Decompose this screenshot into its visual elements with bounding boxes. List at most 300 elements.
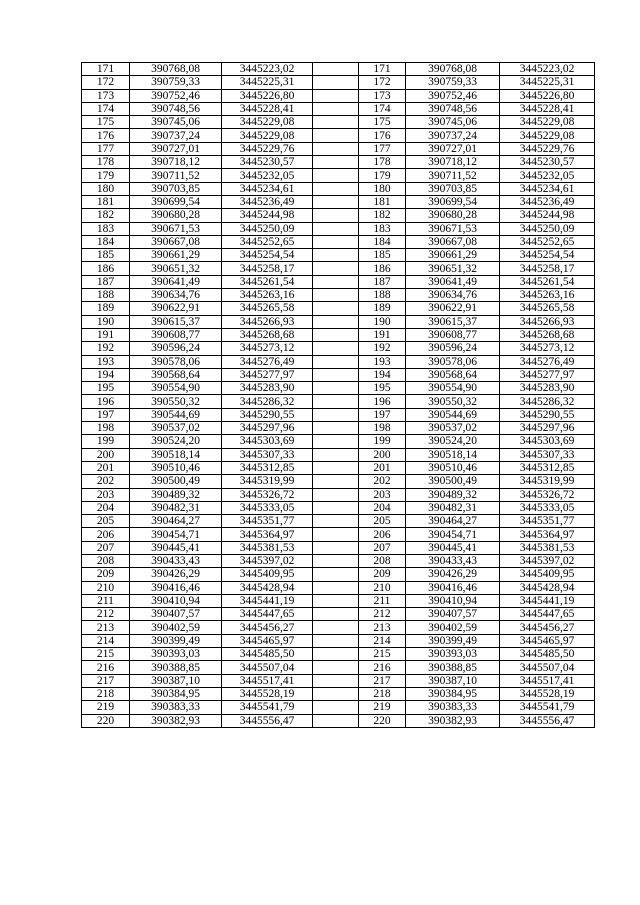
- column-gap: [313, 661, 359, 674]
- left-y-coordinate: 3445273,12: [222, 342, 313, 355]
- left-y-coordinate: 3445258,17: [222, 262, 313, 275]
- left-point-number: 211: [82, 594, 130, 607]
- right-x-coordinate: 390402,59: [406, 621, 500, 634]
- left-x-coordinate: 390667,08: [130, 235, 222, 248]
- right-y-coordinate: 3445283,90: [500, 382, 595, 395]
- right-x-coordinate: 390433,43: [406, 554, 500, 567]
- right-point-number: 193: [359, 355, 406, 368]
- right-y-coordinate: 3445250,09: [500, 222, 595, 235]
- right-point-number: 204: [359, 501, 406, 514]
- left-x-coordinate: 390596,24: [130, 342, 222, 355]
- left-x-coordinate: 390768,08: [130, 63, 222, 76]
- left-y-coordinate: 3445303,69: [222, 435, 313, 448]
- right-x-coordinate: 390445,41: [406, 541, 500, 554]
- column-gap: [313, 687, 359, 700]
- left-y-coordinate: 3445517,41: [222, 674, 313, 687]
- left-point-number: 218: [82, 687, 130, 700]
- left-x-coordinate: 390759,33: [130, 76, 222, 89]
- column-gap: [313, 156, 359, 169]
- left-point-number: 193: [82, 355, 130, 368]
- right-y-coordinate: 3445266,93: [500, 315, 595, 328]
- right-y-coordinate: 3445254,54: [500, 249, 595, 262]
- left-x-coordinate: 390568,64: [130, 368, 222, 381]
- right-y-coordinate: 3445236,49: [500, 195, 595, 208]
- right-y-coordinate: 3445485,50: [500, 648, 595, 661]
- right-point-number: 199: [359, 435, 406, 448]
- column-gap: [313, 209, 359, 222]
- table-row: [82, 515, 595, 528]
- right-point-number: 208: [359, 554, 406, 567]
- left-y-coordinate: 3445223,02: [222, 63, 313, 76]
- left-y-coordinate: 3445381,53: [222, 541, 313, 554]
- right-point-number: 182: [359, 209, 406, 222]
- left-x-coordinate: 390489,32: [130, 488, 222, 501]
- right-x-coordinate: 390518,14: [406, 448, 500, 461]
- right-y-coordinate: 3445273,12: [500, 342, 595, 355]
- right-x-coordinate: 390568,64: [406, 368, 500, 381]
- left-y-coordinate: 3445326,72: [222, 488, 313, 501]
- column-gap: [313, 621, 359, 634]
- right-y-coordinate: 3445556,47: [500, 714, 595, 727]
- right-point-number: 171: [359, 63, 406, 76]
- right-point-number: 218: [359, 687, 406, 700]
- right-point-number: 216: [359, 661, 406, 674]
- right-y-coordinate: 3445312,85: [500, 461, 595, 474]
- left-x-coordinate: 390510,46: [130, 461, 222, 474]
- right-y-coordinate: 3445230,57: [500, 156, 595, 169]
- left-point-number: 191: [82, 328, 130, 341]
- right-point-number: 192: [359, 342, 406, 355]
- left-point-number: 186: [82, 262, 130, 275]
- right-y-coordinate: 3445528,19: [500, 687, 595, 700]
- left-x-coordinate: 390383,33: [130, 701, 222, 714]
- right-y-coordinate: 3445319,99: [500, 475, 595, 488]
- left-x-coordinate: 390416,46: [130, 581, 222, 594]
- right-y-coordinate: 3445517,41: [500, 674, 595, 687]
- left-x-coordinate: 390384,95: [130, 687, 222, 700]
- right-x-coordinate: 390382,93: [406, 714, 500, 727]
- right-y-coordinate: 3445290,55: [500, 408, 595, 421]
- right-y-coordinate: 3445307,33: [500, 448, 595, 461]
- right-x-coordinate: 390718,12: [406, 156, 500, 169]
- left-point-number: 220: [82, 714, 130, 727]
- column-gap: [313, 501, 359, 514]
- right-y-coordinate: 3445364,97: [500, 528, 595, 541]
- table-row: [82, 169, 595, 182]
- right-y-coordinate: 3445226,80: [500, 89, 595, 102]
- left-point-number: 171: [82, 63, 130, 76]
- right-point-number: 194: [359, 368, 406, 381]
- right-point-number: 174: [359, 102, 406, 115]
- right-point-number: 201: [359, 461, 406, 474]
- right-y-coordinate: 3445541,79: [500, 701, 595, 714]
- left-y-coordinate: 3445290,55: [222, 408, 313, 421]
- right-x-coordinate: 390407,57: [406, 608, 500, 621]
- left-x-coordinate: 390711,52: [130, 169, 222, 182]
- left-point-number: 198: [82, 422, 130, 435]
- left-point-number: 183: [82, 222, 130, 235]
- left-y-coordinate: 3445268,68: [222, 328, 313, 341]
- table-row: [82, 395, 595, 408]
- column-gap: [313, 448, 359, 461]
- left-point-number: 204: [82, 501, 130, 514]
- right-point-number: 213: [359, 621, 406, 634]
- table-row: [82, 608, 595, 621]
- right-y-coordinate: 3445258,17: [500, 262, 595, 275]
- table-row: [82, 568, 595, 581]
- right-y-coordinate: 3445441,19: [500, 594, 595, 607]
- table-row: [82, 142, 595, 155]
- column-gap: [313, 169, 359, 182]
- table-row: [82, 408, 595, 421]
- table-row: [82, 302, 595, 315]
- left-y-coordinate: 3445226,80: [222, 89, 313, 102]
- left-y-coordinate: 3445277,97: [222, 368, 313, 381]
- left-point-number: 201: [82, 461, 130, 474]
- column-gap: [313, 89, 359, 102]
- right-x-coordinate: 390387,10: [406, 674, 500, 687]
- left-y-coordinate: 3445244,98: [222, 209, 313, 222]
- right-point-number: 186: [359, 262, 406, 275]
- column-gap: [313, 382, 359, 395]
- left-point-number: 184: [82, 235, 130, 248]
- right-y-coordinate: 3445397,02: [500, 554, 595, 567]
- left-y-coordinate: 3445286,32: [222, 395, 313, 408]
- left-x-coordinate: 390554,90: [130, 382, 222, 395]
- left-y-coordinate: 3445266,93: [222, 315, 313, 328]
- left-x-coordinate: 390518,14: [130, 448, 222, 461]
- right-point-number: 173: [359, 89, 406, 102]
- left-y-coordinate: 3445307,33: [222, 448, 313, 461]
- right-point-number: 203: [359, 488, 406, 501]
- right-y-coordinate: 3445229,08: [500, 129, 595, 142]
- column-gap: [313, 76, 359, 89]
- right-x-coordinate: 390524,20: [406, 435, 500, 448]
- right-y-coordinate: 3445326,72: [500, 488, 595, 501]
- left-x-coordinate: 390634,76: [130, 289, 222, 302]
- table-row: [82, 102, 595, 115]
- left-point-number: 213: [82, 621, 130, 634]
- right-point-number: 207: [359, 541, 406, 554]
- right-x-coordinate: 390383,33: [406, 701, 500, 714]
- left-point-number: 195: [82, 382, 130, 395]
- left-point-number: 172: [82, 76, 130, 89]
- column-gap: [313, 554, 359, 567]
- right-y-coordinate: 3445409,95: [500, 568, 595, 581]
- left-y-coordinate: 3445276,49: [222, 355, 313, 368]
- left-point-number: 174: [82, 102, 130, 115]
- right-y-coordinate: 3445447,65: [500, 608, 595, 621]
- column-gap: [313, 475, 359, 488]
- left-point-number: 207: [82, 541, 130, 554]
- left-y-coordinate: 3445507,04: [222, 661, 313, 674]
- table-row: [82, 116, 595, 129]
- left-point-number: 187: [82, 275, 130, 288]
- right-point-number: 184: [359, 235, 406, 248]
- left-y-coordinate: 3445230,57: [222, 156, 313, 169]
- left-x-coordinate: 390671,53: [130, 222, 222, 235]
- left-point-number: 196: [82, 395, 130, 408]
- right-point-number: 198: [359, 422, 406, 435]
- left-x-coordinate: 390745,06: [130, 116, 222, 129]
- left-y-coordinate: 3445351,77: [222, 515, 313, 528]
- right-point-number: 212: [359, 608, 406, 621]
- table-row: [82, 156, 595, 169]
- table-row: [82, 554, 595, 567]
- left-point-number: 180: [82, 182, 130, 195]
- right-y-coordinate: 3445225,31: [500, 76, 595, 89]
- column-gap: [313, 195, 359, 208]
- right-y-coordinate: 3445428,94: [500, 581, 595, 594]
- column-gap: [313, 701, 359, 714]
- table-row: [82, 76, 595, 89]
- column-gap: [313, 328, 359, 341]
- left-x-coordinate: 390737,24: [130, 129, 222, 142]
- right-x-coordinate: 390737,24: [406, 129, 500, 142]
- left-y-coordinate: 3445263,16: [222, 289, 313, 302]
- left-x-coordinate: 390608,77: [130, 328, 222, 341]
- right-y-coordinate: 3445286,32: [500, 395, 595, 408]
- left-x-coordinate: 390680,28: [130, 209, 222, 222]
- right-point-number: 179: [359, 169, 406, 182]
- left-y-coordinate: 3445229,76: [222, 142, 313, 155]
- left-x-coordinate: 390752,46: [130, 89, 222, 102]
- left-point-number: 177: [82, 142, 130, 155]
- left-x-coordinate: 390524,20: [130, 435, 222, 448]
- left-y-coordinate: 3445228,41: [222, 102, 313, 115]
- table-row: [82, 488, 595, 501]
- left-y-coordinate: 3445225,31: [222, 76, 313, 89]
- right-x-coordinate: 390596,24: [406, 342, 500, 355]
- left-point-number: 176: [82, 129, 130, 142]
- table-row: [82, 475, 595, 488]
- column-gap: [313, 488, 359, 501]
- table-row: [82, 63, 595, 76]
- left-x-coordinate: 390393,03: [130, 648, 222, 661]
- right-x-coordinate: 390768,08: [406, 63, 500, 76]
- column-gap: [313, 182, 359, 195]
- right-point-number: 180: [359, 182, 406, 195]
- left-y-coordinate: 3445364,97: [222, 528, 313, 541]
- right-x-coordinate: 390634,76: [406, 289, 500, 302]
- left-y-coordinate: 3445232,05: [222, 169, 313, 182]
- left-y-coordinate: 3445556,47: [222, 714, 313, 727]
- right-x-coordinate: 390699,54: [406, 195, 500, 208]
- column-gap: [313, 594, 359, 607]
- left-point-number: 194: [82, 368, 130, 381]
- right-point-number: 177: [359, 142, 406, 155]
- right-point-number: 219: [359, 701, 406, 714]
- column-gap: [313, 129, 359, 142]
- column-gap: [313, 235, 359, 248]
- right-x-coordinate: 390510,46: [406, 461, 500, 474]
- left-x-coordinate: 390578,06: [130, 355, 222, 368]
- left-x-coordinate: 390388,85: [130, 661, 222, 674]
- right-y-coordinate: 3445268,68: [500, 328, 595, 341]
- right-point-number: 209: [359, 568, 406, 581]
- right-x-coordinate: 390544,69: [406, 408, 500, 421]
- left-y-coordinate: 3445456,27: [222, 621, 313, 634]
- table-row: [82, 581, 595, 594]
- right-x-coordinate: 390759,33: [406, 76, 500, 89]
- left-point-number: 209: [82, 568, 130, 581]
- left-y-coordinate: 3445229,08: [222, 116, 313, 129]
- right-x-coordinate: 390703,85: [406, 182, 500, 195]
- right-x-coordinate: 390748,56: [406, 102, 500, 115]
- table-row: [82, 182, 595, 195]
- table-row: [82, 289, 595, 302]
- table-row: [82, 222, 595, 235]
- right-point-number: 202: [359, 475, 406, 488]
- left-y-coordinate: 3445312,85: [222, 461, 313, 474]
- left-y-coordinate: 3445409,95: [222, 568, 313, 581]
- left-x-coordinate: 390464,27: [130, 515, 222, 528]
- right-point-number: 217: [359, 674, 406, 687]
- column-gap: [313, 342, 359, 355]
- right-y-coordinate: 3445265,58: [500, 302, 595, 315]
- left-x-coordinate: 390727,01: [130, 142, 222, 155]
- left-y-coordinate: 3445447,65: [222, 608, 313, 621]
- left-x-coordinate: 390382,93: [130, 714, 222, 727]
- right-point-number: 200: [359, 448, 406, 461]
- left-x-coordinate: 390718,12: [130, 156, 222, 169]
- column-gap: [313, 275, 359, 288]
- right-x-coordinate: 390651,32: [406, 262, 500, 275]
- right-x-coordinate: 390622,91: [406, 302, 500, 315]
- right-x-coordinate: 390464,27: [406, 515, 500, 528]
- right-point-number: 188: [359, 289, 406, 302]
- left-y-coordinate: 3445397,02: [222, 554, 313, 567]
- left-y-coordinate: 3445319,99: [222, 475, 313, 488]
- column-gap: [313, 461, 359, 474]
- left-point-number: 203: [82, 488, 130, 501]
- right-y-coordinate: 3445465,97: [500, 634, 595, 647]
- left-y-coordinate: 3445541,79: [222, 701, 313, 714]
- right-y-coordinate: 3445223,02: [500, 63, 595, 76]
- left-x-coordinate: 390387,10: [130, 674, 222, 687]
- column-gap: [313, 422, 359, 435]
- right-x-coordinate: 390671,53: [406, 222, 500, 235]
- left-point-number: 175: [82, 116, 130, 129]
- right-y-coordinate: 3445333,05: [500, 501, 595, 514]
- right-point-number: 175: [359, 116, 406, 129]
- left-y-coordinate: 3445485,50: [222, 648, 313, 661]
- table-row: [82, 541, 595, 554]
- right-point-number: 195: [359, 382, 406, 395]
- table-row: [82, 594, 595, 607]
- right-point-number: 181: [359, 195, 406, 208]
- table-row: [82, 382, 595, 395]
- right-y-coordinate: 3445263,16: [500, 289, 595, 302]
- right-y-coordinate: 3445456,27: [500, 621, 595, 634]
- left-point-number: 178: [82, 156, 130, 169]
- left-x-coordinate: 390651,32: [130, 262, 222, 275]
- right-y-coordinate: 3445252,65: [500, 235, 595, 248]
- left-y-coordinate: 3445297,96: [222, 422, 313, 435]
- left-point-number: 202: [82, 475, 130, 488]
- table-row: [82, 621, 595, 634]
- right-point-number: 220: [359, 714, 406, 727]
- column-gap: [313, 541, 359, 554]
- right-x-coordinate: 390482,31: [406, 501, 500, 514]
- right-point-number: 172: [359, 76, 406, 89]
- right-x-coordinate: 390554,90: [406, 382, 500, 395]
- left-point-number: 182: [82, 209, 130, 222]
- table-row: [82, 714, 595, 727]
- coordinates-table: [81, 62, 595, 728]
- right-y-coordinate: 3445234,61: [500, 182, 595, 195]
- right-point-number: 185: [359, 249, 406, 262]
- right-x-coordinate: 390388,85: [406, 661, 500, 674]
- table-row: [82, 461, 595, 474]
- right-x-coordinate: 390615,37: [406, 315, 500, 328]
- coordinates-table-body: [82, 63, 595, 728]
- right-point-number: 206: [359, 528, 406, 541]
- right-y-coordinate: 3445229,76: [500, 142, 595, 155]
- left-x-coordinate: 390622,91: [130, 302, 222, 315]
- right-x-coordinate: 390641,49: [406, 275, 500, 288]
- column-gap: [313, 302, 359, 315]
- right-x-coordinate: 390393,03: [406, 648, 500, 661]
- left-point-number: 217: [82, 674, 130, 687]
- right-point-number: 178: [359, 156, 406, 169]
- column-gap: [313, 648, 359, 661]
- right-y-coordinate: 3445228,41: [500, 102, 595, 115]
- table-row: [82, 435, 595, 448]
- left-point-number: 216: [82, 661, 130, 674]
- table-row: [82, 674, 595, 687]
- table-row: [82, 249, 595, 262]
- right-x-coordinate: 390550,32: [406, 395, 500, 408]
- left-point-number: 215: [82, 648, 130, 661]
- table-row: [82, 701, 595, 714]
- left-point-number: 200: [82, 448, 130, 461]
- left-x-coordinate: 390482,31: [130, 501, 222, 514]
- left-y-coordinate: 3445261,54: [222, 275, 313, 288]
- right-point-number: 176: [359, 129, 406, 142]
- right-x-coordinate: 390500,49: [406, 475, 500, 488]
- left-point-number: 173: [82, 89, 130, 102]
- table-row: [82, 342, 595, 355]
- column-gap: [313, 116, 359, 129]
- left-x-coordinate: 390703,85: [130, 182, 222, 195]
- column-gap: [313, 222, 359, 235]
- left-x-coordinate: 390410,94: [130, 594, 222, 607]
- right-y-coordinate: 3445276,49: [500, 355, 595, 368]
- right-y-coordinate: 3445381,53: [500, 541, 595, 554]
- left-x-coordinate: 390748,56: [130, 102, 222, 115]
- right-x-coordinate: 390537,02: [406, 422, 500, 435]
- right-y-coordinate: 3445351,77: [500, 515, 595, 528]
- right-x-coordinate: 390727,01: [406, 142, 500, 155]
- left-x-coordinate: 390426,29: [130, 568, 222, 581]
- right-x-coordinate: 390667,08: [406, 235, 500, 248]
- left-point-number: 210: [82, 581, 130, 594]
- left-point-number: 197: [82, 408, 130, 421]
- column-gap: [313, 368, 359, 381]
- left-point-number: 219: [82, 701, 130, 714]
- right-x-coordinate: 390489,32: [406, 488, 500, 501]
- right-x-coordinate: 390399,49: [406, 634, 500, 647]
- column-gap: [313, 63, 359, 76]
- left-y-coordinate: 3445254,54: [222, 249, 313, 262]
- right-point-number: 187: [359, 275, 406, 288]
- left-point-number: 214: [82, 634, 130, 647]
- right-point-number: 211: [359, 594, 406, 607]
- column-gap: [313, 355, 359, 368]
- right-x-coordinate: 390384,95: [406, 687, 500, 700]
- left-point-number: 190: [82, 315, 130, 328]
